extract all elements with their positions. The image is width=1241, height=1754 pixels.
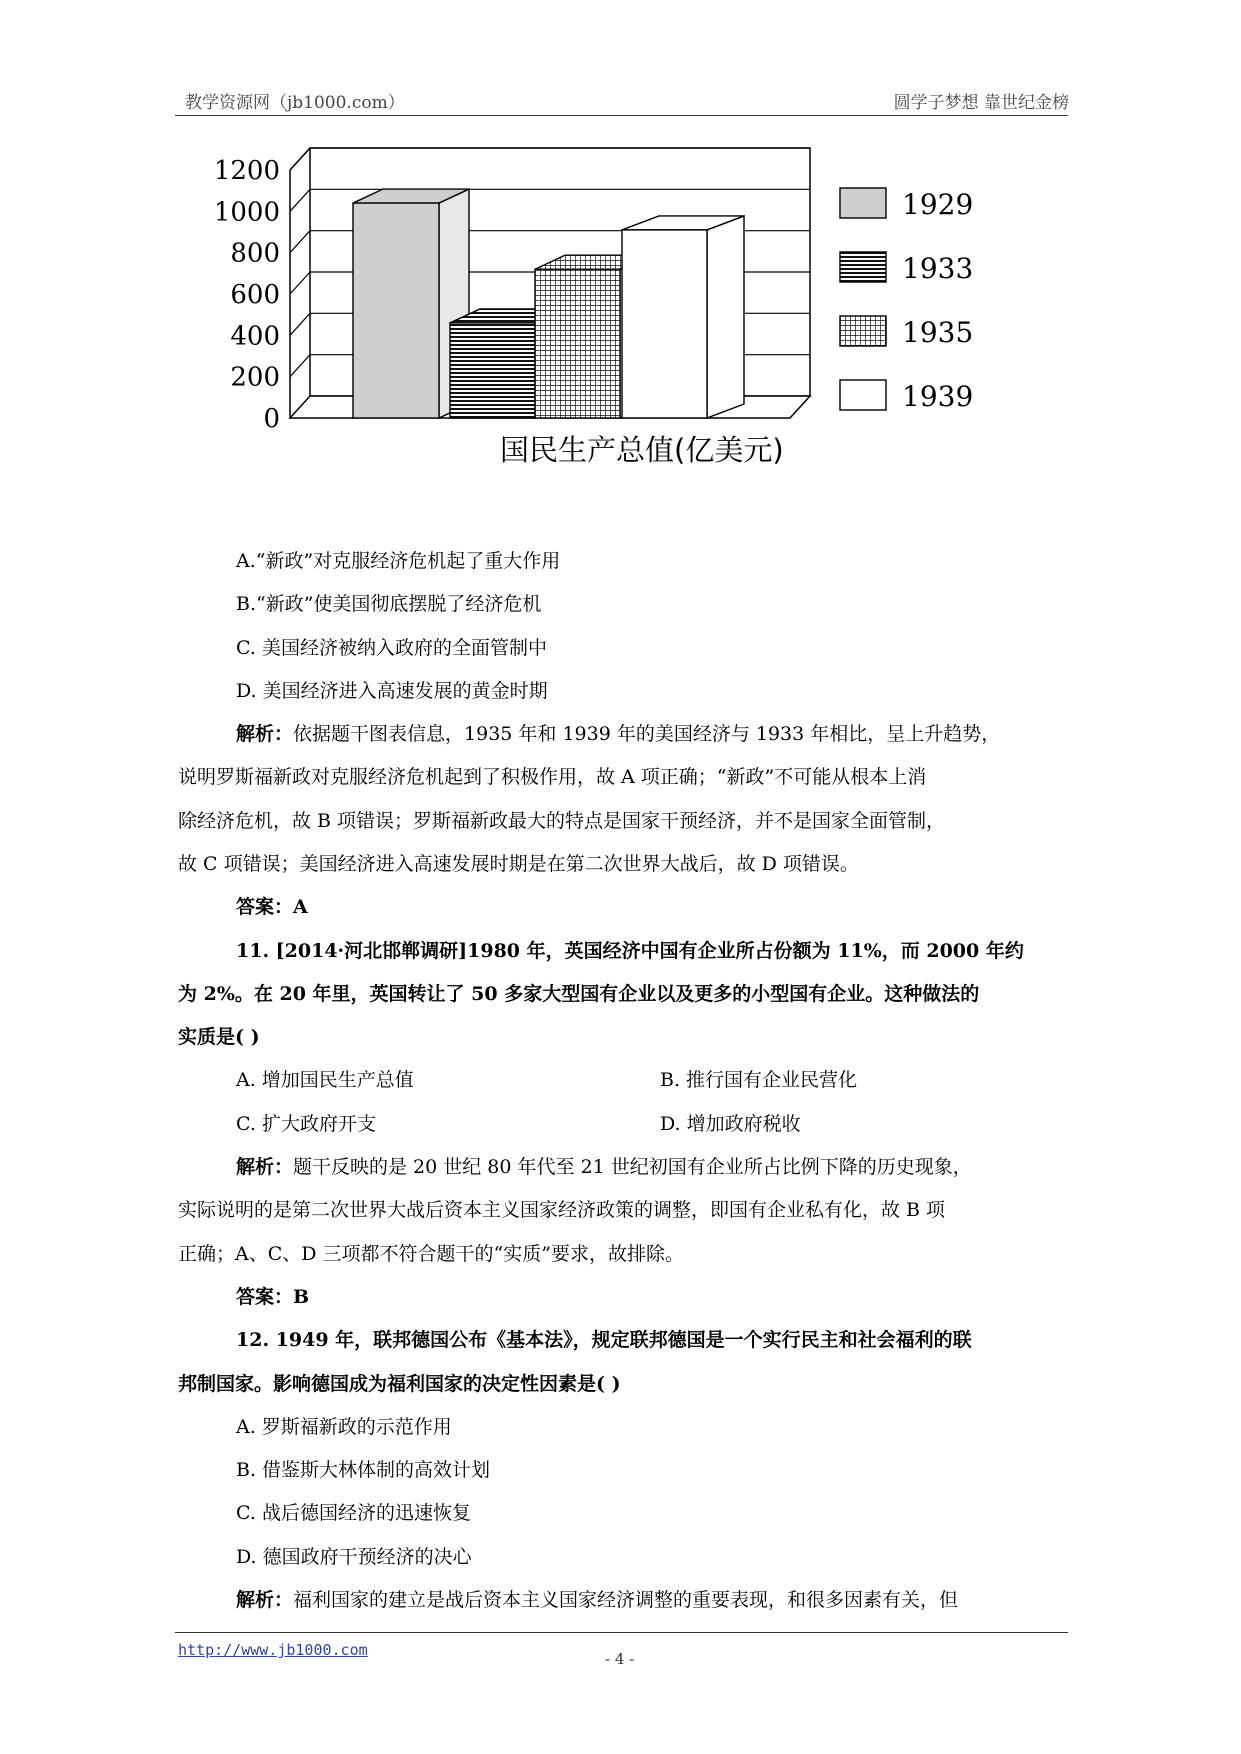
q12-stem-line: 邦制国家。影响德国成为福利国家的决定性因素是( ) <box>178 1373 621 1395</box>
q10-option: A.“新政”对克服经济危机起了重大作用 <box>236 550 561 572</box>
page-number: - 4 - <box>605 1650 635 1668</box>
y-tick-label: 0 <box>263 404 280 434</box>
analysis-label: 解析： <box>236 723 294 745</box>
y-tick-label: 800 <box>230 238 280 269</box>
y-tick-label: 200 <box>230 362 280 393</box>
q10-option: C. 美国经济被纳入政府的全面管制中 <box>236 637 547 659</box>
q11-stem-line: 为 2%。在 20 年里，英国转让了 50 多家大型国有企业以及更多的小型国有企业。这种做法的 <box>178 983 980 1005</box>
legend-swatch-1935 <box>840 316 886 346</box>
legend-label-1933: 1933 <box>902 252 974 285</box>
q12-analysis-line <box>236 1586 958 1614</box>
q11-stem-line: 11. [2014·河北邯郸调研]1980 年，英国经济中国有企业所占份额为 11%，而 2000 年约 <box>236 940 1024 962</box>
header-left: 教学资源网（jb1000.com） <box>185 93 405 113</box>
analysis-label: 解析： <box>236 1156 294 1178</box>
q12-option: A. 罗斯福新政的示范作用 <box>236 1416 452 1438</box>
header-right: 圆学子梦想 靠世纪金榜 <box>893 93 1069 113</box>
q12-option: C. 战后德国经济的迅速恢复 <box>236 1502 471 1524</box>
legend-label-1935: 1935 <box>902 316 974 349</box>
q10-analysis-line: 说明罗斯福新政对克服经济危机起到了积极作用，故 A 项正确；“新政”不可能从根本上消 <box>178 766 927 788</box>
legend-swatch-1933 <box>840 252 886 282</box>
footer-rule <box>175 1632 1068 1633</box>
legend-label-1929: 1929 <box>902 188 974 221</box>
q10-option: B.“新政”使美国彻底摆脱了经济危机 <box>236 593 542 615</box>
analysis-label: 解析： <box>236 1589 294 1611</box>
chart-x-label: 国民生产总值(亿美元) <box>500 433 784 467</box>
gnp-bar-chart <box>213 156 1095 535</box>
q11-analysis-line <box>236 1153 972 1181</box>
footer-link[interactable]: http://www.jb1000.com <box>178 1641 368 1659</box>
q11-analysis-line: 正确；A、C、D 三项都不符合题干的“实质”要求，故排除。 <box>178 1243 684 1265</box>
q10-analysis-line <box>236 720 1000 748</box>
y-tick-label: 600 <box>230 280 280 310</box>
q10-answer: 答案：A <box>236 896 308 918</box>
q10-analysis-line: 故 C 项错误；美国经济进入高速发展时期是在第二次世界大战后，故 D 项错误。 <box>178 853 859 875</box>
q11-option: C. 扩大政府开支 <box>236 1113 376 1135</box>
q11-option: D. 增加政府税收 <box>660 1113 801 1135</box>
analysis-text: 题干反映的是 20 世纪 80 年代至 21 世纪初国有企业所占比例下降的历史现象， <box>293 1156 972 1178</box>
legend-swatch-1939 <box>840 380 886 410</box>
analysis-text: 依据题干图表信息，1935 年和 1939 年的美国经济与 1933 年相比，呈上升趋势， <box>293 723 1001 745</box>
analysis-text: 福利国家的建立是战后资本主义国家经济调整的重要表现，和很多因素有关，但 <box>293 1589 959 1611</box>
header-rule <box>175 115 1068 116</box>
q12-option: B. 借鉴斯大林体制的高效计划 <box>236 1459 491 1481</box>
q11-answer: 答案：B <box>236 1286 310 1308</box>
y-tick-label: 400 <box>230 321 280 352</box>
y-tick-label: 1200 <box>213 156 280 186</box>
q12-option: D. 德国政府干预经济的决心 <box>236 1546 472 1568</box>
bar-1939 <box>622 216 744 418</box>
q10-option: D. 美国经济进入高速发展的黄金时期 <box>236 680 548 702</box>
q12-stem-line: 12. 1949 年，联邦德国公布《基本法》，规定联邦德国是一个实行民主和社会福利的联 <box>236 1329 972 1351</box>
q11-analysis-line: 实际说明的是第二次世界大战后资本主义国家经济政策的调整，即国有企业私有化，故 B 项 <box>178 1199 946 1221</box>
y-tick-label: 1000 <box>213 197 280 228</box>
legend-label-1939: 1939 <box>902 380 974 413</box>
q11-option: A. 增加国民生产总值 <box>236 1069 414 1091</box>
q11-option: B. 推行国有企业民营化 <box>660 1069 858 1091</box>
legend-swatch-1929 <box>840 188 886 218</box>
q10-analysis-line: 除经济危机，故 B 项错误；罗斯福新政最大的特点是国家干预经济，并不是国家全面管制， <box>178 810 946 832</box>
q11-stem-line: 实质是( ) <box>178 1026 260 1048</box>
